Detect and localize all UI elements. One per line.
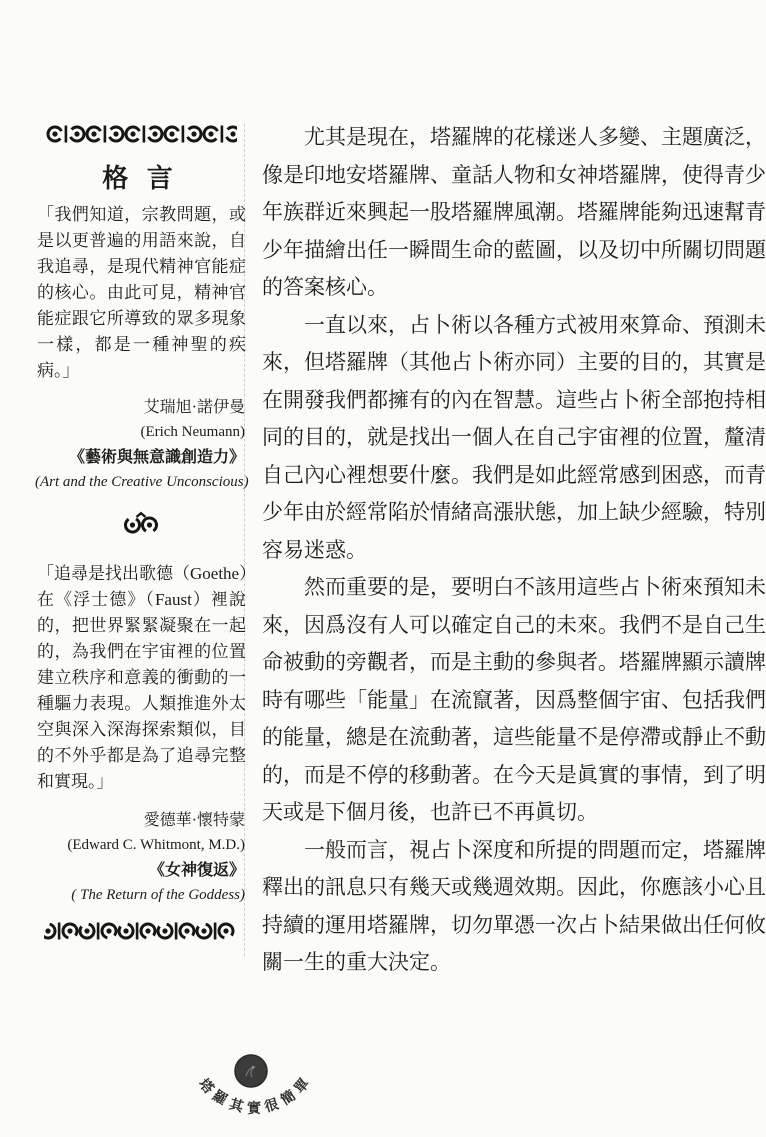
text-line: 的能量，總是在流動著，這些能量不是停滯或靜止不動 — [262, 725, 766, 749]
text-line: 天或是下個月後，也許已不再眞切。 — [262, 800, 598, 824]
text-line: 像是印地安塔羅牌、童話人物和女神塔羅牌，使得青少 — [262, 162, 766, 187]
text-line: 持續的運用塔羅牌，切勿單憑一次占卜結果做出任何攸 — [262, 912, 766, 937]
series-logo-char: 其 — [226, 1097, 245, 1117]
text-line: 自己內心裡想要什麼。我們是如此經常感到困惑，而青 — [262, 462, 766, 487]
attribution-whitmont — [35, 808, 245, 908]
text-line: 種驅力表現。人類推進外太 — [37, 694, 246, 713]
text-line: 「我們知道，宗教問題，或 — [37, 205, 246, 224]
text-line: 的核心。由此可見，精神官 — [37, 283, 246, 302]
work-title-en: (Art and the Creative Unconscious) — [35, 474, 249, 490]
paragraph-3 — [262, 569, 766, 832]
paragraph-4 — [262, 832, 766, 982]
text-line: 少年由於經常陷於情緒高漲狀態，加上缺少經驗，特別 — [262, 500, 766, 524]
text-line: 的不外乎都是為了追尋完整 — [37, 746, 246, 765]
text-line: 在《浮士德》（Faust）裡說 — [37, 590, 246, 609]
text-line: 能症跟它所導致的眾多現象 — [37, 309, 246, 328]
text-line: 是以更普遍的用語來說，自 — [37, 231, 246, 250]
text-line: 然而重要的是，要明白不該用這些占卜術來預知未 — [304, 575, 766, 599]
text-line: 和實現。」 — [37, 772, 114, 791]
text-line: 「追尋是找出歌德（Goethe） — [37, 564, 257, 583]
scroll-ornament-bottom-icon — [35, 920, 246, 947]
quote-whitmont — [37, 561, 257, 795]
text-line: 同的目的，就是找出一個人在自己宇宙裡的位置，釐清 — [262, 425, 766, 449]
series-logo-char: 實 — [247, 1102, 261, 1117]
text-line: 釋出的訊息只有幾天或幾週效期。因此，你應該小心且 — [262, 875, 766, 899]
text-line: 時有哪些「能量」在流竄著，因爲整個宇宙、包括我們 — [262, 687, 766, 712]
text-line: 的，把世界緊緊凝聚在一起 — [37, 616, 246, 635]
text-line: 我追尋，是現代精神官能症 — [37, 257, 246, 276]
series-logo-char: 簡 — [278, 1088, 299, 1110]
text-line: 建立秩序和意義的衝動的一 — [37, 668, 246, 687]
text-line: 容易迷惑。 — [262, 537, 367, 562]
sidebar-title: 格 言 — [102, 164, 179, 193]
text-line: 關一生的重大決定。 — [262, 950, 451, 974]
scroll-ornament-top-icon — [35, 123, 246, 150]
seal-icon — [234, 1054, 268, 1088]
work-title-en: ( The Return of the Goddess) — [71, 887, 245, 903]
series-logo-char: 羅 — [209, 1088, 230, 1110]
work-title-zh: 《藝術與無意識創造力》 — [68, 449, 245, 466]
series-logo-char: 單 — [292, 1076, 313, 1097]
author-name-en: (Edward C. Whitmont, M.D.) — [67, 837, 245, 853]
text-line: 一樣，都是一種神聖的疾 — [37, 335, 246, 354]
attribution-neumann — [35, 395, 249, 495]
text-line: 尤其是現在，塔羅牌的花樣迷人多變、主題廣泛， — [304, 125, 766, 149]
author-name-zh: 艾瑞旭·諾伊曼 — [143, 399, 245, 416]
paragraph-1 — [262, 119, 766, 307]
author-name-zh: 愛德華·懷特蒙 — [143, 812, 245, 829]
text-line: 的，為我們在宇宙裡的位置 — [37, 642, 246, 661]
text-line: 來，因爲沒有人可以確定自己的未來。我們不是自己生 — [262, 612, 766, 637]
text-line: 一般而言，視占卜深度和所提的問題而定，塔羅牌 — [304, 837, 766, 862]
scroll-ornament-mid-icon — [35, 510, 246, 543]
text-line: 在開發我們都擁有的內在智慧。這些占卜術全部抱持相 — [262, 387, 766, 412]
text-line: 病。」 — [37, 361, 80, 380]
text-line: 少年描繪出任一瞬間生命的藍圖，以及切中所關切問題 — [262, 237, 766, 262]
text-line: 的答案核心。 — [262, 275, 388, 299]
text-line: 一直以來，占卜術以各種方式被用來算命、預測未 — [304, 312, 766, 337]
text-line: 來，但塔羅牌（其他占卜術亦同）主要的目的，其實是 — [262, 350, 766, 374]
body-text — [262, 119, 766, 982]
text-line: 命被動的旁觀者，而是主動的參與者。塔羅牌顯示讀牌 — [262, 650, 766, 674]
author-name-en: (Erich Neumann) — [140, 424, 245, 440]
paragraph-2 — [262, 307, 766, 570]
text-line: 的，而是不停的移動著。在今天是眞實的事情，到了明 — [262, 762, 766, 787]
work-title-zh: 《女神復返》 — [148, 862, 245, 879]
series-logo-char: 很 — [263, 1097, 282, 1117]
quote-neumann — [37, 202, 246, 384]
text-line: 空與深入深海探索類似，目 — [37, 720, 246, 739]
series-logo-char: 塔 — [195, 1076, 216, 1097]
text-line: 年族群近來興起一股塔羅牌風潮。塔羅牌能夠迅速幫青 — [262, 200, 766, 224]
